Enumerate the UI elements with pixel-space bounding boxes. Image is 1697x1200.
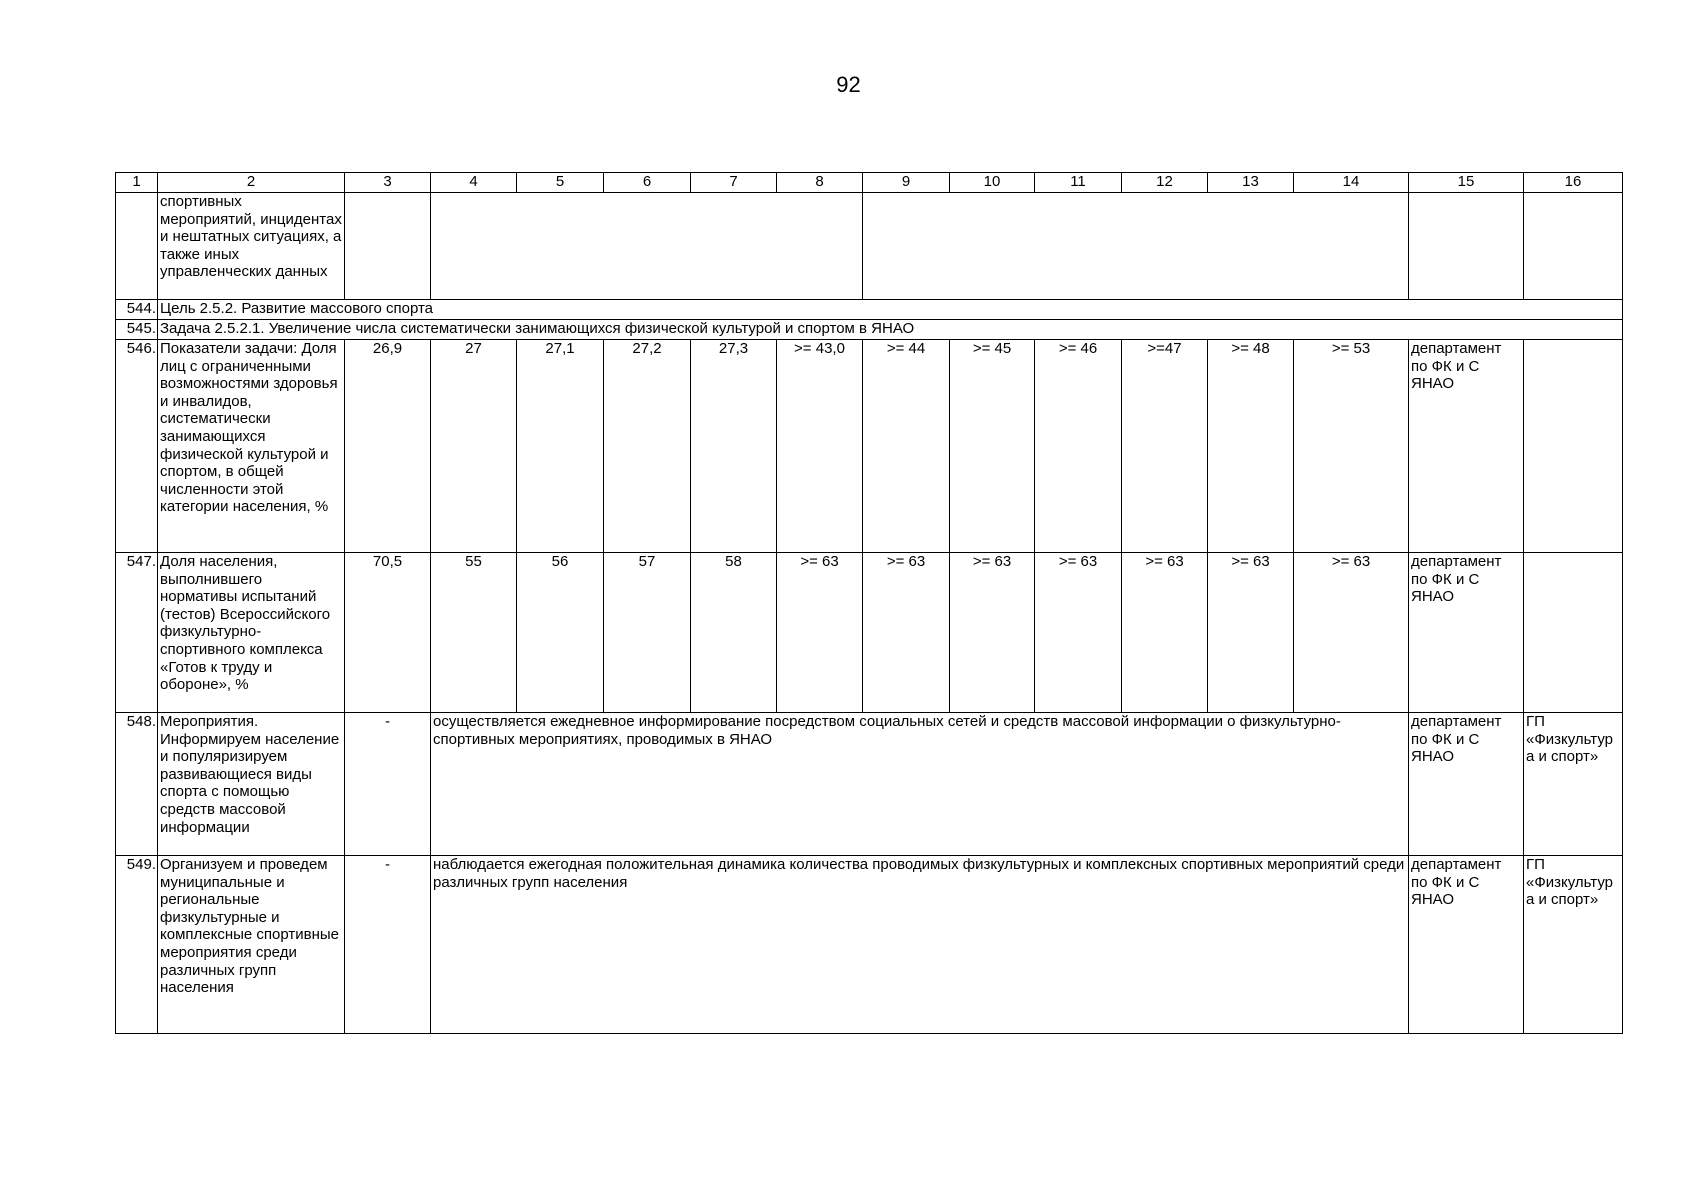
value-cell: 58	[691, 553, 777, 713]
responsible-cell: департамент по ФК и С ЯНАО	[1409, 856, 1524, 1034]
row-number-cell: 549.	[116, 856, 158, 1034]
column-header: 5	[517, 173, 604, 193]
value-cell: >= 44	[863, 340, 950, 553]
column-header: 14	[1294, 173, 1409, 193]
row-number-cell: 548.	[116, 713, 158, 856]
program-cell: ГП «Физкультур а и спорт»	[1524, 856, 1623, 1034]
value-cell: >= 45	[950, 340, 1035, 553]
value-cell: >= 63	[950, 553, 1035, 713]
row-name-cell: Доля населения, выполнившего нормативы испытаний (тестов) Всероссийского физкультурно- спортивного комплекса «Готов к труду и обороне», %	[158, 553, 345, 713]
value-cell: >= 53	[1294, 340, 1409, 553]
program-cell	[1524, 340, 1623, 553]
row-name-cell: Мероприятия. Информируем население и популяризируем развивающиеся виды спорта с помощью средств массовой информации	[158, 713, 345, 856]
program-cell	[1524, 553, 1623, 713]
column-header: 10	[950, 173, 1035, 193]
table-cell	[431, 193, 863, 300]
value-cell: 70,5	[345, 553, 431, 713]
program-cell: ГП «Физкультур а и спорт»	[1524, 713, 1623, 856]
table-row-549	[116, 856, 1623, 1034]
page-number: 92	[836, 72, 861, 97]
value-cell: 26,9	[345, 340, 431, 553]
value-cell: 57	[604, 553, 691, 713]
base-value-cell: -	[345, 713, 431, 856]
row-number-cell: 544.	[116, 300, 158, 320]
row-name-cell: спортивных мероприятий, инцидентах и нештатных ситуациях, а также иных управленческих данных	[158, 193, 345, 300]
value-cell: >= 63	[1294, 553, 1409, 713]
row-number-cell: 547.	[116, 553, 158, 713]
description-cell: наблюдается ежегодная положительная динамика количества проводимых физкультурных и комплексных спортивных мероприятий среди различных групп населения	[431, 856, 1409, 1034]
value-cell: >= 48	[1208, 340, 1294, 553]
task-heading: Задача 2.5.2.1. Увеличение числа систематически занимающихся физической культурой и спортом в ЯНАО	[158, 320, 1623, 340]
value-cell: >= 43,0	[777, 340, 863, 553]
table-row-546	[116, 340, 1623, 553]
column-header: 11	[1035, 173, 1122, 193]
table-cell	[1409, 193, 1524, 300]
value-cell: 27,1	[517, 340, 604, 553]
column-header: 13	[1208, 173, 1294, 193]
column-header: 12	[1122, 173, 1208, 193]
value-cell: 27	[431, 340, 517, 553]
row-number-cell	[116, 193, 158, 300]
column-header: 7	[691, 173, 777, 193]
table-cell	[1524, 193, 1623, 300]
column-header: 8	[777, 173, 863, 193]
column-header: 9	[863, 173, 950, 193]
table-cell	[345, 193, 431, 300]
value-cell: >= 63	[863, 553, 950, 713]
column-header: 3	[345, 173, 431, 193]
column-header: 2	[158, 173, 345, 193]
description-cell: осуществляется ежедневное информирование посредством социальных сетей и средств массовой информации о физкультурно-спортивных мероприятиях, проводимых в ЯНАО	[431, 713, 1409, 856]
table-row-547	[116, 553, 1623, 713]
column-header: 6	[604, 173, 691, 193]
column-header: 1	[116, 173, 158, 193]
table-row-continuation	[116, 193, 1623, 300]
row-number-cell: 546.	[116, 340, 158, 553]
row-name-cell: Показатели задачи: Доля лиц с ограниченными возможностями здоровья и инвалидов, систематически занимающихся физической культурой и спортом, в общей численности этой категории населения, %	[158, 340, 345, 553]
table-cell	[863, 193, 1409, 300]
table-row-545	[116, 320, 1623, 340]
value-cell: >= 63	[777, 553, 863, 713]
row-name-cell: Организуем и проведем муниципальные и региональные физкультурные и комплексные спортивные мероприятия среди различных групп населения	[158, 856, 345, 1034]
value-cell: >=47	[1122, 340, 1208, 553]
value-cell: >= 46	[1035, 340, 1122, 553]
goal-heading: Цель 2.5.2. Развитие массового спорта	[158, 300, 1623, 320]
responsible-cell: департамент по ФК и С ЯНАО	[1409, 553, 1524, 713]
responsible-cell: департамент по ФК и С ЯНАО	[1409, 713, 1524, 856]
value-cell: 56	[517, 553, 604, 713]
column-header: 16	[1524, 173, 1623, 193]
column-header: 15	[1409, 173, 1524, 193]
value-cell: 27,3	[691, 340, 777, 553]
responsible-cell: департамент по ФК и С ЯНАО	[1409, 340, 1524, 553]
base-value-cell: -	[345, 856, 431, 1034]
table-row-548	[116, 713, 1623, 856]
value-cell: >= 63	[1035, 553, 1122, 713]
value-cell: 27,2	[604, 340, 691, 553]
indicators-table	[115, 172, 1623, 1034]
value-cell: >= 63	[1208, 553, 1294, 713]
table-row-544	[116, 300, 1623, 320]
value-cell: 55	[431, 553, 517, 713]
column-number-row	[116, 173, 1623, 193]
row-number-cell: 545.	[116, 320, 158, 340]
column-header: 4	[431, 173, 517, 193]
value-cell: >= 63	[1122, 553, 1208, 713]
